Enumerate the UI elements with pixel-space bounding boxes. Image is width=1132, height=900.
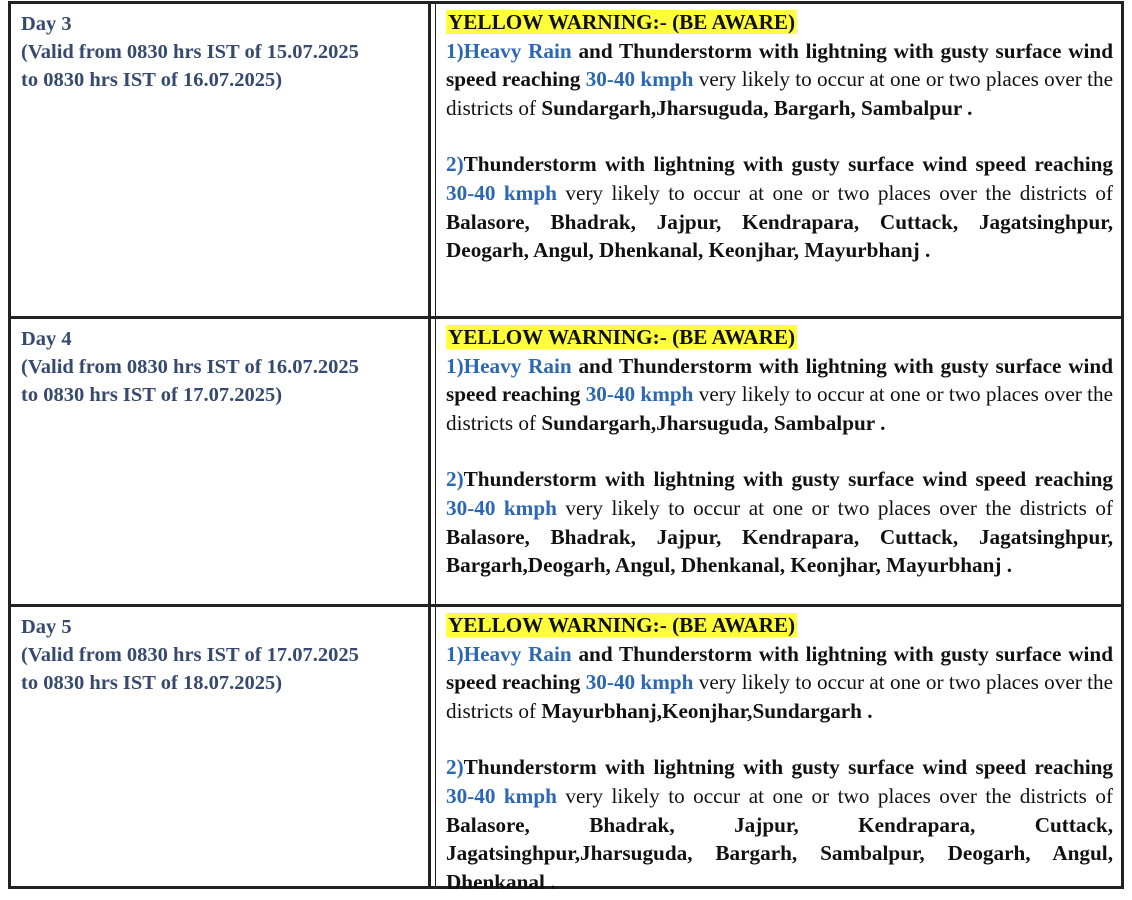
item-number: 1)Heavy Rain (446, 353, 572, 378)
warning-cell (435, 4, 1121, 316)
heavy-rain-paragraph (446, 37, 1113, 123)
valid-from-line: (Valid from 0830 hrs IST of 15.07.2025 (21, 41, 359, 63)
item-mid: very likely to occur at one or two places over the districts of (446, 382, 1113, 435)
table-row (11, 4, 1121, 316)
wind-speed: 30-40 kmph (446, 495, 557, 520)
item-number: 2) (446, 152, 464, 177)
district-list: Balasore, Bhadrak, Jajpur, Kendrapara, Cuttack, Jagatsinghpur, Bargarh,Deogarh, Angul, Dhenkanal, Keonjhar, Mayurbhanj . (446, 524, 1113, 578)
item-lead: Thunderstorm with lightning with gusty surface wind speed reaching (463, 755, 1113, 780)
day-label: Day 4 (21, 328, 72, 350)
table-row (11, 604, 1121, 894)
day-cell (11, 607, 431, 889)
item-mid: very likely to occur at one or two places over the districts of (446, 67, 1113, 120)
warning-cell (435, 319, 1121, 607)
district-list: Sundargarh,Jharsuguda, Sambalpur . (541, 410, 886, 435)
wind-speed: 30-40 kmph (446, 180, 557, 205)
item-lead: Thunderstorm with lightning with gusty surface wind speed reaching (463, 152, 1113, 177)
item-number: 1)Heavy Rain (446, 38, 572, 63)
valid-from-line: (Valid from 0830 hrs IST of 17.07.2025 (21, 644, 359, 666)
thunderstorm-paragraph (446, 753, 1113, 896)
forecast-table (8, 1, 1124, 894)
item-lead: and Thunderstorm with lightning with gusty surface wind speed reaching (446, 353, 1113, 407)
district-list: Sundargarh,Jharsuguda, Bargarh, Sambalpur . (541, 95, 973, 120)
district-list: Mayurbhanj,Keonjhar,Sundargarh . (541, 698, 873, 723)
wind-speed: 30-40 kmph (585, 670, 694, 695)
day-cell (11, 319, 431, 607)
valid-from-line: (Valid from 0830 hrs IST of 16.07.2025 (21, 356, 359, 378)
thunderstorm-paragraph (446, 465, 1113, 579)
wind-speed: 30-40 kmph (446, 783, 557, 808)
wind-speed: 30-40 kmph (585, 382, 694, 407)
item-mid: very likely to occur at one or two places over the districts of (556, 495, 1113, 520)
warning-cell (435, 607, 1121, 894)
valid-to-line: to 0830 hrs IST of 18.07.2025) (21, 672, 283, 694)
item-lead: Thunderstorm with lightning with gusty surface wind speed reaching (463, 467, 1113, 492)
item-number: 1)Heavy Rain (446, 641, 572, 666)
item-mid: very likely to occur at one or two places over the districts of (446, 670, 1113, 723)
yellow-warning-heading: YELLOW WARNING:- (BE AWARE) (448, 10, 796, 34)
district-list: Balasore, Bhadrak, Jajpur, Kendrapara, Cuttack, Jagatsinghpur, Deogarh, Angul, Dhenkanal, Keonjhar, Mayurbhanj . (446, 209, 1113, 263)
valid-to-line: to 0830 hrs IST of 17.07.2025) (21, 384, 283, 406)
item-mid: very likely to occur at one or two places over the districts of (556, 180, 1113, 205)
heavy-rain-paragraph (446, 352, 1113, 438)
item-number: 2) (446, 755, 464, 780)
item-lead: and Thunderstorm with lightning with gusty surface wind speed reaching (446, 641, 1113, 695)
yellow-warning-heading: YELLOW WARNING:- (BE AWARE) (448, 613, 796, 637)
item-number: 2) (446, 467, 464, 492)
item-mid: very likely to occur at one or two places over the districts of (556, 783, 1113, 808)
day-cell (11, 4, 431, 316)
thunderstorm-paragraph (446, 150, 1113, 264)
day-label: Day 5 (21, 616, 72, 638)
wind-speed: 30-40 kmph (585, 67, 694, 92)
heavy-rain-paragraph (446, 640, 1113, 726)
valid-to-line: to 0830 hrs IST of 16.07.2025) (21, 69, 283, 91)
day-label: Day 3 (21, 13, 72, 35)
table-row (11, 316, 1121, 607)
item-lead: and Thunderstorm with lightning with gusty surface wind speed reaching (446, 38, 1113, 92)
district-list: Balasore, Bhadrak, Jajpur, Kendrapara, Cuttack, Jagatsinghpur,Jharsuguda, Bargarh, Sambalpur, Deogarh, Angul, Dhenkanal . (446, 812, 1113, 894)
yellow-warning-heading: YELLOW WARNING:- (BE AWARE) (448, 325, 796, 349)
